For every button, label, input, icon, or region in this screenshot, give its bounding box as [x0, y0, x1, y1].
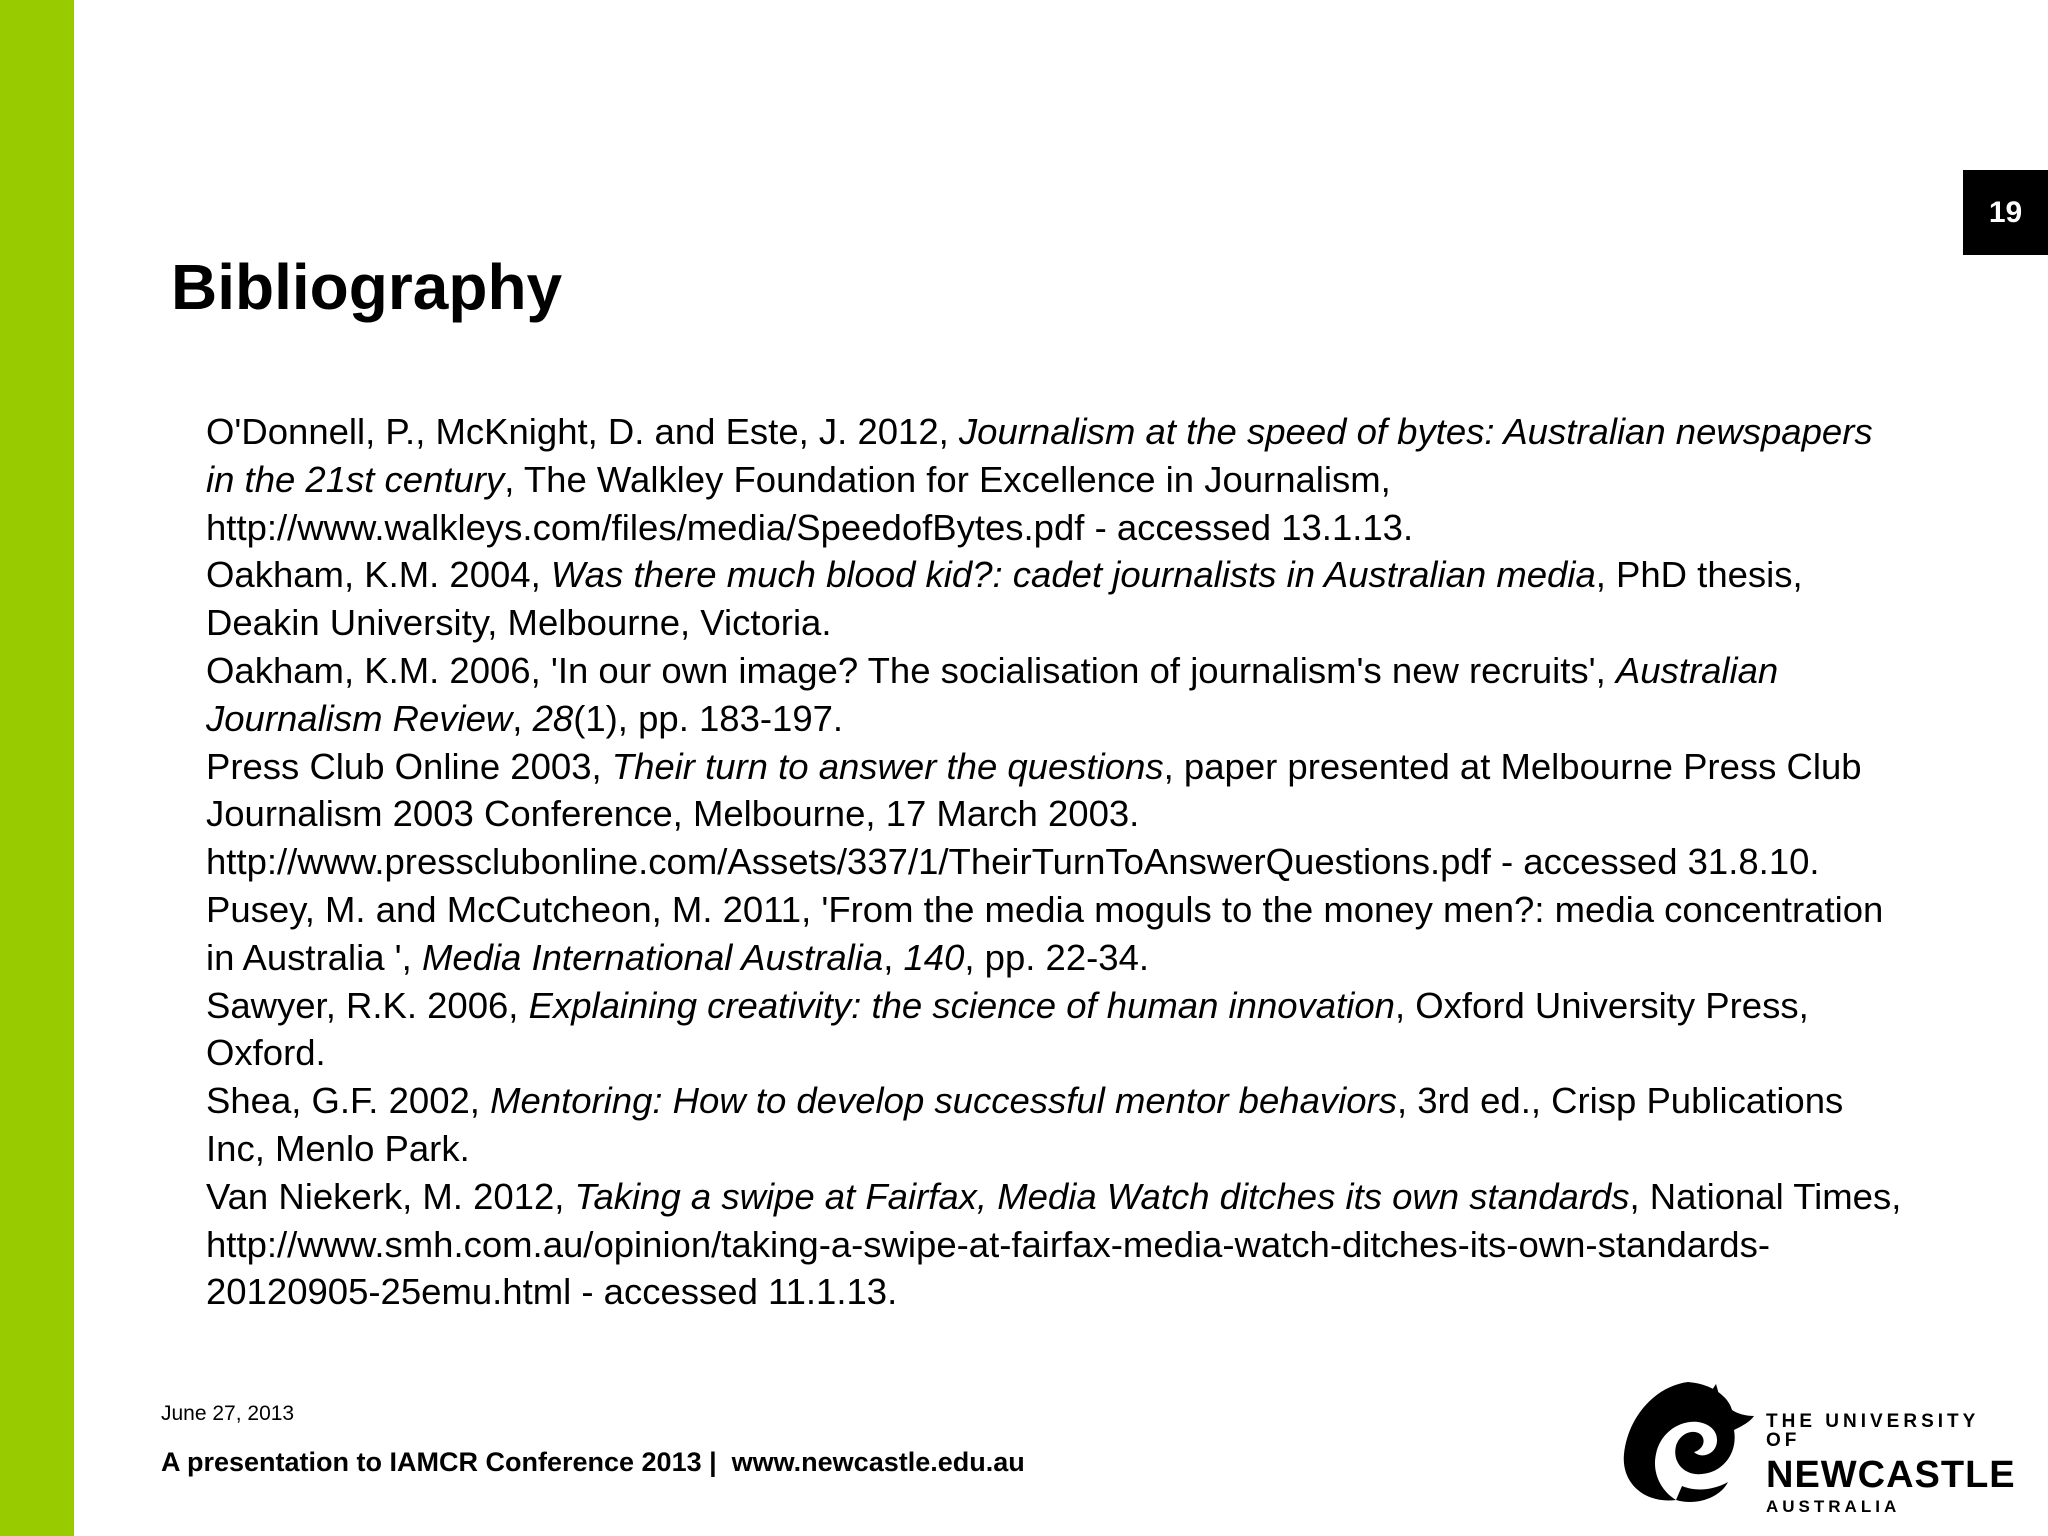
bibliography-list: [206, 408, 1906, 1316]
entry-text: , PhD thesis, Deakin University, Melbourne, Victoria.: [206, 554, 1803, 644]
logo-line-2: NEWCASTLE: [1766, 1454, 2016, 1496]
entry-text: ,: [512, 697, 533, 739]
entry-text: Shea, G.F. 2002,: [206, 1080, 491, 1122]
footer-presentation: A presentation to IAMCR Conference 2013 | www.newcastle.edu.au: [161, 1447, 1025, 1477]
slide-title: Bibliography: [171, 251, 563, 323]
university-logo: [1616, 1376, 2016, 1516]
bibliography-entry: [206, 551, 1906, 647]
entry-text: Pusey, M. and McCutcheon, M. 2011, 'From the media moguls to the money men?: media concentration in Australia ',: [206, 888, 1884, 978]
entry-text: , pp. 22-34.: [964, 936, 1150, 978]
entry-text: , 3rd ed., Crisp Publications Inc, Menlo Park.: [206, 1080, 1844, 1169]
bibliography-entry: [206, 1077, 1906, 1173]
logo-line-1: THE UNIVERSITY OF: [1766, 1411, 1979, 1451]
slide-number: 19: [1963, 170, 2048, 255]
entry-title: Their turn to answer the questions: [611, 745, 1164, 787]
entry-volume: 28: [532, 697, 574, 739]
bibliography-entry: [206, 647, 1906, 743]
bibliography-entry: [206, 408, 1906, 551]
entry-title: Journalism at the speed of bytes: Australian newspapers in the 21st century: [206, 411, 1873, 500]
footer-date: June 27, 2013: [161, 1402, 295, 1425]
entry-text: Oakham, K.M. 2006, 'In our own image? The socialisation of journalism's new recruits',: [206, 649, 1616, 691]
entry-volume: 140: [903, 936, 965, 978]
entry-text: Press Club Online 2003,: [206, 745, 612, 787]
entry-title: Media International Australia: [421, 936, 884, 978]
entry-title: Taking a swipe at Fairfax, Media Watch ditches its own standards: [574, 1175, 1630, 1217]
logo-line-3: AUSTRALIA: [1766, 1497, 1901, 1516]
bibliography-entry: [206, 982, 1906, 1078]
entry-title: Explaining creativity: the science of human innovation: [528, 984, 1395, 1026]
entry-text: , National Times, http://www.smh.com.au/opinion/taking-a-swipe-at-fairfax-media-watch-ditches-its-own-standards-20120905-25emu.html - accessed 11.1.13.: [206, 1175, 1902, 1313]
entry-text: , paper presented at Melbourne Press Club Journalism 2003 Conference, Melbourne, 17 March 2003. http://www.pressclubonline.com/Assets/337/1/TheirTurnToAnswerQuestions.pdf - accessed 31.8.10.: [206, 745, 1862, 883]
entry-text: Sawyer, R.K. 2006,: [206, 984, 529, 1026]
bibliography-entry: [206, 886, 1906, 982]
entry-text: , The Walkley Foundation for Excellence in Journalism, http://www.walkleys.com/files/media/SpeedofBytes.pdf - accessed 13.1.13.: [206, 458, 1414, 548]
accent-sidebar: [0, 0, 74, 1536]
bibliography-entry: [206, 1173, 1906, 1316]
entry-text: (1), pp. 183-197.: [573, 697, 844, 739]
logo-wordmark: [1766, 1412, 2016, 1515]
entry-text: O'Donnell, P., McKnight, D. and Este, J. 2012,: [206, 411, 959, 452]
entry-title: Australian Journalism Review: [206, 649, 1779, 739]
entry-title: Was there much blood kid?: cadet journalists in Australian media: [550, 554, 1596, 596]
bibliography-entry: [206, 743, 1906, 886]
entry-text: ,: [883, 936, 904, 978]
seahorse-logo-icon: [1616, 1376, 1756, 1506]
entry-title: Mentoring: How to develop successful mentor behaviors: [490, 1080, 1397, 1122]
entry-text: , Oxford University Press, Oxford.: [206, 984, 1809, 1074]
entry-text: Oakham, K.M. 2004,: [206, 554, 551, 596]
entry-text: Van Niekerk, M. 2012,: [206, 1175, 575, 1217]
